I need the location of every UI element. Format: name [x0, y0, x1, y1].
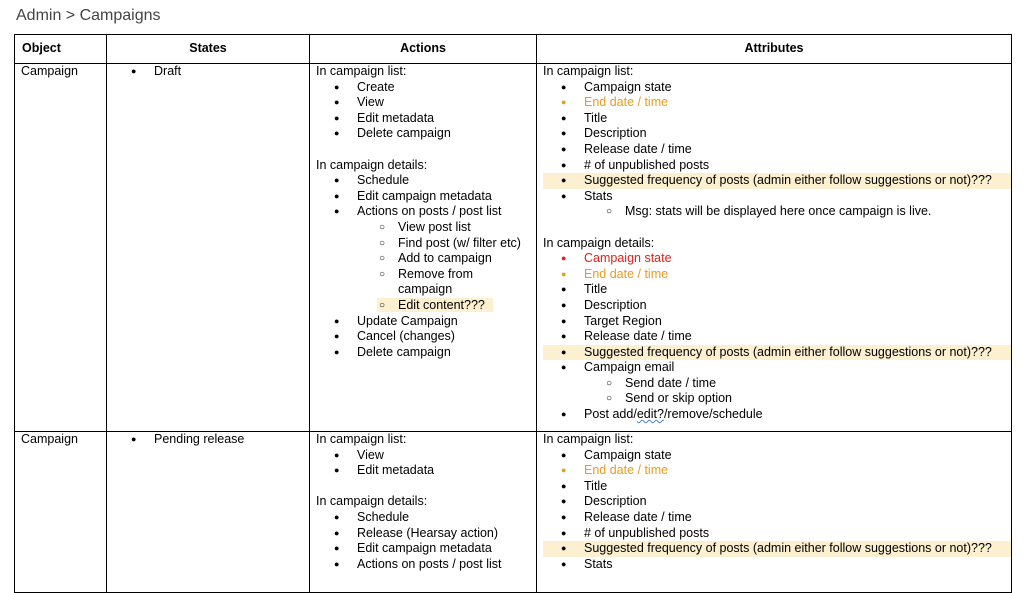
action-item: ● Delete campaign — [316, 126, 530, 142]
attribute-item: ● Description — [543, 298, 1005, 314]
action-item: ● Actions on posts / post list — [316, 204, 530, 220]
action-item: ● Update Campaign — [316, 314, 530, 330]
post-action-item: ○ View post list — [316, 220, 530, 236]
attributes-cell — [537, 432, 1012, 593]
action-item: ● Edit campaign metadata — [316, 189, 530, 205]
actions-details-heading: In campaign details: — [316, 157, 428, 172]
actions-cell — [310, 432, 537, 593]
breadcrumb: Admin > Campaigns — [16, 7, 161, 24]
attribute-item: ● Title — [543, 479, 1005, 495]
attribute-item-highlighted: ● Suggested frequency of posts (admin either follow suggestions or not)??? — [543, 173, 1011, 189]
attribute-item: ● Title — [543, 111, 1005, 127]
attributes-cell — [537, 64, 1012, 432]
object-cell — [15, 432, 107, 593]
action-item: ● Delete campaign — [316, 345, 530, 361]
attributes-list-heading: In campaign list: — [543, 432, 634, 446]
states-cell — [107, 64, 310, 432]
post-action-item: ○ Add to campaign — [316, 251, 530, 267]
attribute-item: ● Description — [543, 126, 1005, 142]
post-action-item: ○ Find post (w/ filter etc) — [316, 236, 530, 252]
table-header-row — [15, 35, 1012, 64]
state-item: ● Draft — [113, 64, 303, 80]
attribute-item: ● Stats — [543, 189, 1005, 205]
action-item: ● Edit metadata — [316, 463, 530, 479]
states-cell — [107, 432, 310, 593]
header-object: Object — [15, 35, 107, 64]
attribute-item: ● Title — [543, 282, 1005, 298]
state-item: ● Pending release — [113, 432, 303, 448]
table-row — [15, 432, 1012, 593]
header-attributes: Attributes — [537, 35, 1012, 64]
object-cell — [15, 64, 107, 432]
attribute-item-orange: ● End date / time — [543, 95, 1005, 111]
action-item: ● View — [316, 95, 530, 111]
table-row — [15, 64, 1012, 432]
action-item: ● Release (Hearsay action) — [316, 526, 530, 542]
attribute-item: ● Campaign state — [543, 80, 1005, 96]
header-states: States — [107, 35, 310, 64]
action-item: ● Actions on posts / post list — [316, 557, 530, 573]
attribute-item: ● # of unpublished posts — [543, 158, 1005, 174]
attributes-list-heading: In campaign list: — [543, 64, 634, 78]
attribute-item: ● Description — [543, 494, 1005, 510]
attribute-item-orange: ● End date / time — [543, 267, 1005, 283]
attribute-item: ● Stats — [543, 557, 1005, 573]
actions-details-heading: In campaign details: — [316, 494, 428, 509]
action-item: ● Cancel (changes) — [316, 329, 530, 345]
attribute-item: ● Campaign state — [543, 448, 1005, 464]
action-item: ● Edit metadata — [316, 111, 530, 127]
attribute-item: ● Release date / time — [543, 510, 1005, 526]
post-action-item-highlighted: ○ Edit content??? — [316, 298, 530, 314]
attribute-item: ● Release date / time — [543, 329, 1005, 345]
email-sub-item: ○ Send or skip option — [543, 391, 1005, 407]
action-item: ● Schedule — [316, 173, 530, 189]
attribute-item-highlighted: ● Suggested frequency of posts (admin either follow suggestions or not)??? — [543, 541, 1011, 557]
post-action-item: ○ Remove from campaign — [316, 267, 488, 298]
actions-cell — [310, 64, 537, 432]
attribute-item: ● # of unpublished posts — [543, 526, 1005, 542]
email-sub-item: ○ Send date / time — [543, 376, 1005, 392]
attribute-item-orange: ● End date / time — [543, 463, 1005, 479]
attribute-item-highlighted: ● Suggested frequency of posts (admin either follow suggestions or not)??? — [543, 345, 1011, 361]
header-actions: Actions — [310, 35, 537, 64]
attributes-details-heading: In campaign details: — [543, 235, 655, 250]
actions-list-heading: In campaign list: — [316, 432, 407, 446]
spelling-squiggle: edit? — [636, 407, 664, 422]
attribute-item: ● Campaign email — [543, 360, 1005, 376]
stats-message: ○ Msg: stats will be displayed here once campaign is live. — [543, 204, 1005, 220]
attribute-item-post-actions: ● Post add/edit?/remove/schedule — [543, 407, 1005, 423]
attribute-item: ● Target Region — [543, 314, 1005, 330]
attribute-item: ● Release date / time — [543, 142, 1005, 158]
action-item: ● Schedule — [316, 510, 530, 526]
action-item: ● Create — [316, 80, 530, 96]
actions-list-heading: In campaign list: — [316, 64, 407, 78]
object-name: Campaign — [21, 432, 78, 446]
action-item: ● Edit campaign metadata — [316, 541, 530, 557]
attribute-item-red: ● Campaign state — [543, 251, 1005, 267]
action-item: ● View — [316, 448, 530, 464]
object-name: Campaign — [21, 64, 78, 78]
campaign-spec-table — [14, 34, 1012, 593]
